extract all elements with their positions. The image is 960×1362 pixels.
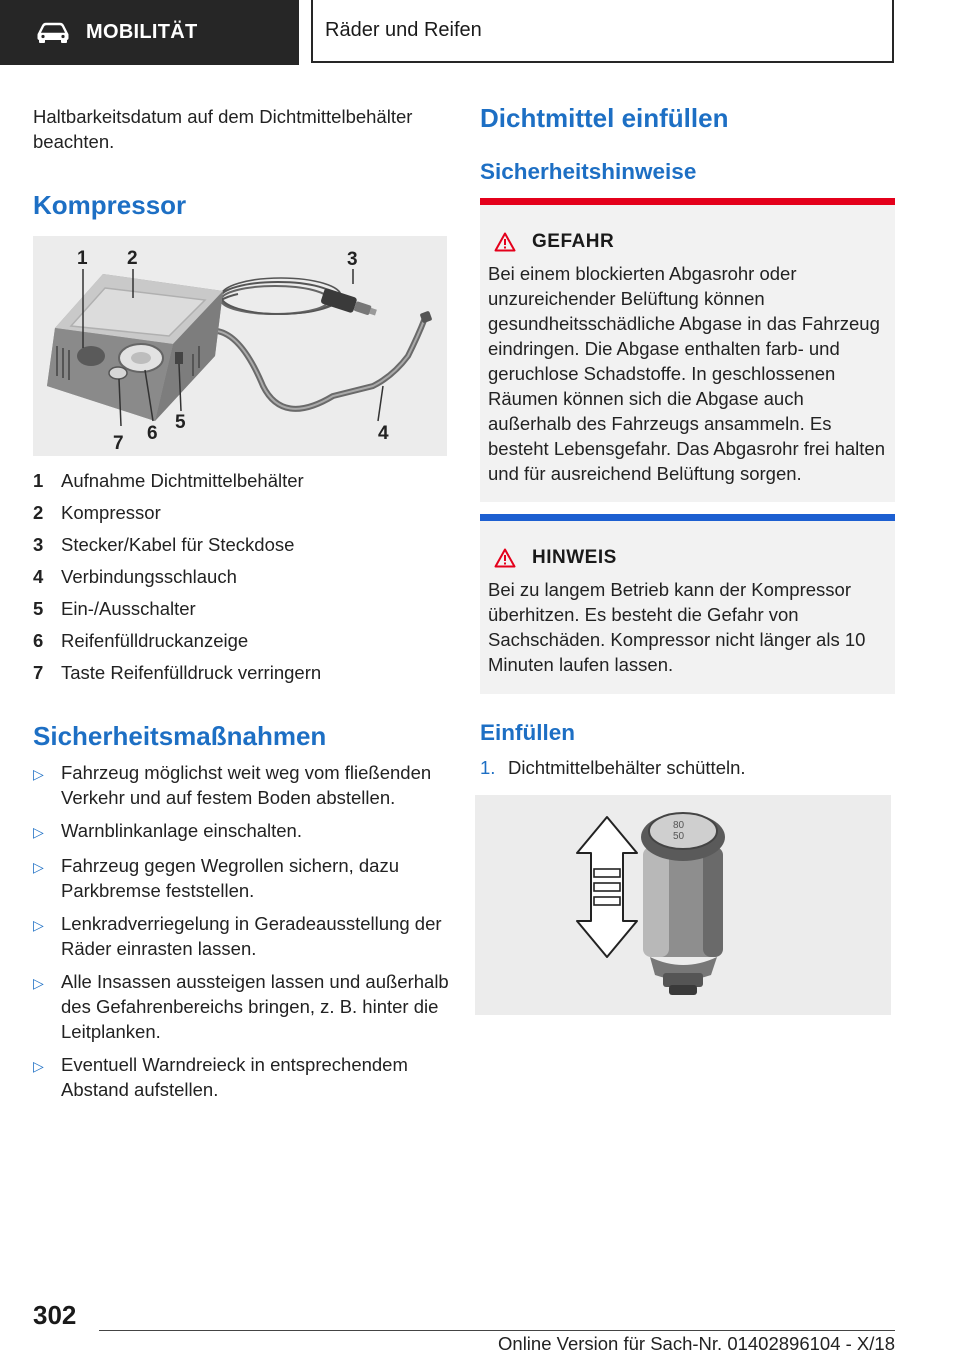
triangle-bullet-icon: ▷ — [33, 824, 44, 840]
figure-legend — [33, 468, 453, 692]
list-item: 5 Ein-/Ausschalter — [33, 598, 196, 619]
list-item: 7 Taste Reifenfülldruck verringern — [33, 662, 322, 683]
car-icon — [36, 22, 70, 44]
footer-version: Online Version für Sach-Nr. 01402896104 - X/18 — [498, 1333, 895, 1354]
callout-4: 4 — [378, 423, 389, 444]
note-box — [480, 514, 895, 694]
warning-triangle-icon — [494, 548, 516, 568]
list-item: 6 Reifenfülldruckanzeige — [33, 630, 249, 651]
section-tab — [0, 0, 299, 65]
callout-7: 7 — [113, 433, 124, 454]
warning-triangle-icon — [494, 232, 516, 252]
bottle-label-top: 80 — [673, 820, 685, 831]
list-item: ▷ Lenkradverriegelung in Geradeausstellung der Räder einrasten lassen. — [33, 913, 442, 959]
callout-3: 3 — [347, 249, 358, 270]
callout-1: 1 — [77, 248, 88, 269]
footer-divider — [99, 1330, 895, 1331]
kompressor-heading: Kompressor — [33, 190, 187, 220]
danger-box — [480, 198, 895, 502]
list-item: ▷ Alle Insassen aussteigen lassen und außerhalb des Gefahrenbereichs bringen, z. B. hinter die Leitplanken. — [33, 971, 449, 1042]
list-item: ▷ Eventuell Warndreieck in entsprechendem Abstand aufstellen. — [33, 1054, 408, 1100]
list-item: 1 Aufnahme Dichtmittelbehälter — [33, 470, 304, 491]
safety-heading: Sicherheitsmaßnahmen — [33, 721, 327, 751]
list-item: 3 Stecker/Kabel für Steckdose — [33, 534, 295, 555]
note-text: Bei zu langem Betrieb kann der Kompressor überhitzen. Es besteht die Gefahr von Sachschäden. Kompressor nicht länger als 10 Minuten laufen lassen. — [488, 579, 866, 675]
intro-paragraph: Haltbarkeitsdatum auf dem Dichtmittelbehälter beachten. — [33, 106, 413, 152]
step-item: 1. Dichtmittelbehälter schütteln. — [480, 757, 746, 778]
safety-list — [33, 760, 453, 1110]
callout-6: 6 — [147, 423, 158, 444]
bottle-label-bottom: 50 — [673, 831, 685, 842]
safety-notes-heading: Sicherheitshinweise — [480, 159, 697, 184]
list-item: ▷ Fahrzeug möglichst weit weg vom fließenden Verkehr und auf festem Boden abstellen. — [33, 762, 432, 808]
page-number: 302 — [33, 1300, 77, 1330]
fill-heading: Dichtmittel einfüllen — [480, 103, 729, 133]
list-item: ▷ Fahrzeug gegen Wegrollen sichern, dazu Parkbremse feststellen. — [33, 855, 400, 901]
list-item: 4 Verbindungsschlauch — [33, 566, 237, 587]
triangle-bullet-icon: ▷ — [33, 975, 44, 991]
triangle-bullet-icon: ▷ — [33, 1058, 44, 1074]
callout-2: 2 — [127, 248, 138, 269]
triangle-bullet-icon: ▷ — [33, 766, 44, 782]
danger-text: Bei einem blockierten Abgasrohr oder unzureichender Belüftung können gesundheitsschädliche Abgase in das Fahrzeug eindringen. Die Abgase enthalten farb- und geruchlose Schadstoffe. In geschlossenen Räumen können sich die Abgase auch außerhalb des Fahrzeugs ansammeln. Es besteht Lebensgefahr. Das Abgasrohr frei halten und für ausreichend Belüftung sorgen. — [488, 263, 885, 484]
shake-bottle-figure — [475, 795, 891, 1015]
section-title: MOBILITÄT — [86, 21, 198, 43]
callout-5: 5 — [175, 412, 186, 433]
note-title: HINWEIS — [532, 547, 617, 568]
list-item: ▷ Warnblinkanlage einschalten. — [33, 818, 453, 845]
danger-title: GEFAHR — [532, 231, 615, 252]
chapter-title: Räder und Reifen — [311, 0, 894, 63]
compressor-figure — [33, 236, 447, 456]
triangle-bullet-icon: ▷ — [33, 859, 44, 875]
einfuellen-heading: Einfüllen — [480, 720, 575, 745]
list-item: 2 Kompressor — [33, 502, 161, 523]
triangle-bullet-icon: ▷ — [33, 917, 44, 933]
